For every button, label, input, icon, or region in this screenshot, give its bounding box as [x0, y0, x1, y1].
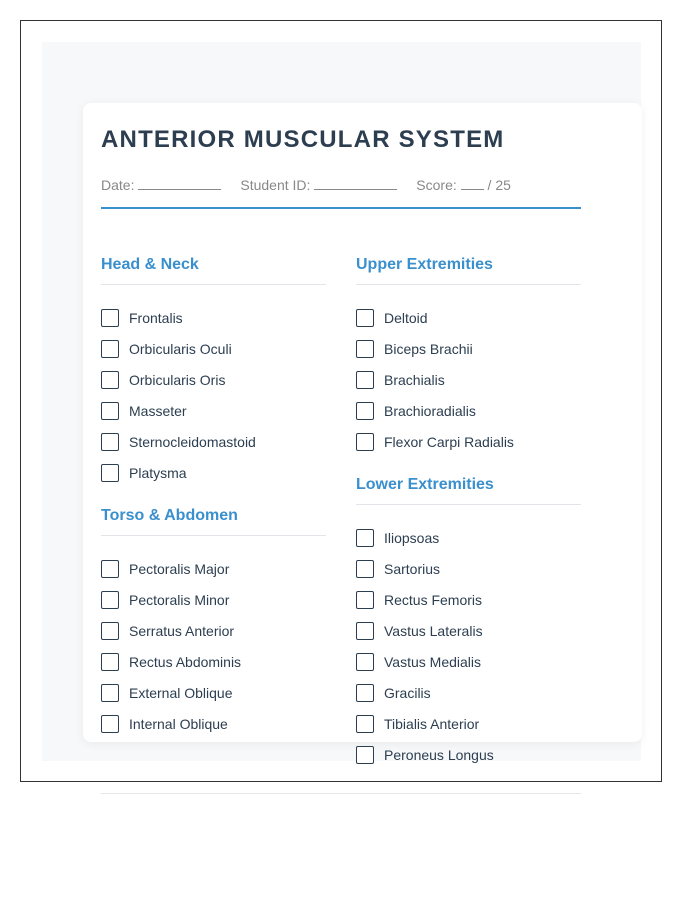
footer-divider — [101, 793, 581, 794]
item-label: Orbicularis Oculi — [129, 340, 232, 357]
muscle-columns — [101, 255, 581, 770]
item-label: Vastus Lateralis — [384, 622, 483, 639]
item-label: Brachialis — [384, 371, 445, 388]
checkbox[interactable] — [101, 433, 119, 451]
item-label: Orbicularis Oris — [129, 371, 226, 388]
checkbox[interactable] — [356, 433, 374, 451]
section-divider — [101, 284, 326, 285]
checkbox[interactable] — [101, 309, 119, 327]
checklist-item[interactable] — [101, 395, 326, 426]
checkbox[interactable] — [101, 340, 119, 358]
section-head-neck — [101, 255, 326, 488]
checklist-item[interactable] — [101, 708, 326, 739]
left-column — [101, 255, 326, 770]
checkbox[interactable] — [356, 715, 374, 733]
item-label: Biceps Brachii — [384, 340, 473, 357]
student-id-blank[interactable] — [314, 178, 397, 190]
item-label: Serratus Anterior — [129, 622, 235, 639]
checkbox[interactable] — [356, 622, 374, 640]
date-field[interactable] — [101, 177, 221, 193]
item-label: Sternocleidomastoid — [129, 433, 256, 450]
checklist-item[interactable] — [356, 395, 581, 426]
item-label: Rectus Femoris — [384, 591, 483, 608]
page-title: ANTERIOR MUSCULAR SYSTEM — [101, 126, 505, 153]
item-label: Flexor Carpi Radialis — [384, 433, 514, 450]
checkbox[interactable] — [356, 746, 374, 764]
checklist-item[interactable] — [356, 677, 581, 708]
checklist-item[interactable] — [101, 457, 326, 488]
item-label: Tibialis Anterior — [384, 715, 480, 732]
checklist-item[interactable] — [101, 677, 326, 708]
checklist-item[interactable] — [101, 302, 326, 333]
checklist-item[interactable] — [356, 553, 581, 584]
checklist-item[interactable] — [101, 646, 326, 677]
checkbox[interactable] — [356, 653, 374, 671]
checkbox[interactable] — [356, 340, 374, 358]
checklist-item[interactable] — [356, 333, 581, 364]
right-column — [356, 255, 581, 770]
item-label: Vastus Medialis — [384, 653, 482, 670]
item-label: Rectus Abdominis — [129, 653, 242, 670]
checklist-item[interactable] — [101, 333, 326, 364]
item-label: Peroneus Longus — [384, 746, 494, 763]
item-label: Frontalis — [129, 309, 183, 326]
item-label: Iliopsoas — [384, 529, 440, 546]
checklist-item[interactable] — [101, 615, 326, 646]
checkbox[interactable] — [101, 402, 119, 420]
checkbox[interactable] — [356, 529, 374, 547]
checklist-item[interactable] — [356, 584, 581, 615]
worksheet-meta — [101, 177, 581, 193]
section-title: Upper Extremities — [356, 256, 493, 273]
student-id-label: Student ID: — [240, 177, 311, 193]
item-label: Masseter — [129, 402, 187, 419]
checkbox[interactable] — [356, 309, 374, 327]
item-label: Internal Oblique — [129, 715, 228, 732]
item-label: Pectoralis Minor — [129, 591, 230, 608]
item-label: Brachioradialis — [384, 402, 476, 419]
section-divider — [101, 535, 326, 536]
date-label: Date: — [101, 177, 135, 193]
section-divider — [356, 504, 581, 505]
checklist-item[interactable] — [356, 302, 581, 333]
checkbox[interactable] — [101, 591, 119, 609]
checkbox[interactable] — [101, 464, 119, 482]
checkbox[interactable] — [356, 371, 374, 389]
checklist-item[interactable] — [356, 426, 581, 457]
checkbox[interactable] — [101, 653, 119, 671]
checklist-item[interactable] — [101, 553, 326, 584]
checkbox[interactable] — [356, 591, 374, 609]
section-lower-extremities — [356, 475, 581, 770]
checkbox[interactable] — [101, 560, 119, 578]
checklist-item[interactable] — [356, 615, 581, 646]
section-title: Torso & Abdomen — [101, 507, 238, 524]
score-blank[interactable] — [461, 178, 484, 190]
date-blank[interactable] — [138, 178, 221, 190]
checklist-item[interactable] — [356, 739, 581, 770]
item-label: External Oblique — [129, 684, 233, 701]
item-label: Gracilis — [384, 684, 431, 701]
checkbox[interactable] — [356, 684, 374, 702]
checklist-item[interactable] — [356, 364, 581, 395]
header-divider — [101, 207, 581, 209]
checkbox[interactable] — [101, 622, 119, 640]
item-label: Sartorius — [384, 560, 441, 577]
section-divider — [356, 284, 581, 285]
checklist-item[interactable] — [356, 646, 581, 677]
score-total: / 25 — [487, 177, 511, 193]
checklist-item[interactable] — [101, 364, 326, 395]
checklist-item[interactable] — [101, 584, 326, 615]
checklist-item[interactable] — [356, 708, 581, 739]
student-id-field[interactable] — [240, 177, 397, 193]
checkbox[interactable] — [356, 560, 374, 578]
checkbox[interactable] — [101, 684, 119, 702]
checklist-item[interactable] — [356, 522, 581, 553]
item-label: Pectoralis Major — [129, 560, 230, 577]
checkbox[interactable] — [356, 402, 374, 420]
item-label: Platysma — [129, 464, 187, 481]
section-title: Lower Extremities — [356, 476, 494, 493]
score-field[interactable] — [416, 177, 511, 193]
worksheet-content — [101, 126, 581, 770]
checkbox[interactable] — [101, 371, 119, 389]
section-upper-extremities — [356, 255, 581, 457]
checklist-item[interactable] — [101, 426, 326, 457]
item-label: Deltoid — [384, 309, 428, 326]
checkbox[interactable] — [101, 715, 119, 733]
section-title: Head & Neck — [101, 256, 199, 273]
section-torso-abdomen — [101, 506, 326, 739]
score-label: Score: — [416, 177, 457, 193]
